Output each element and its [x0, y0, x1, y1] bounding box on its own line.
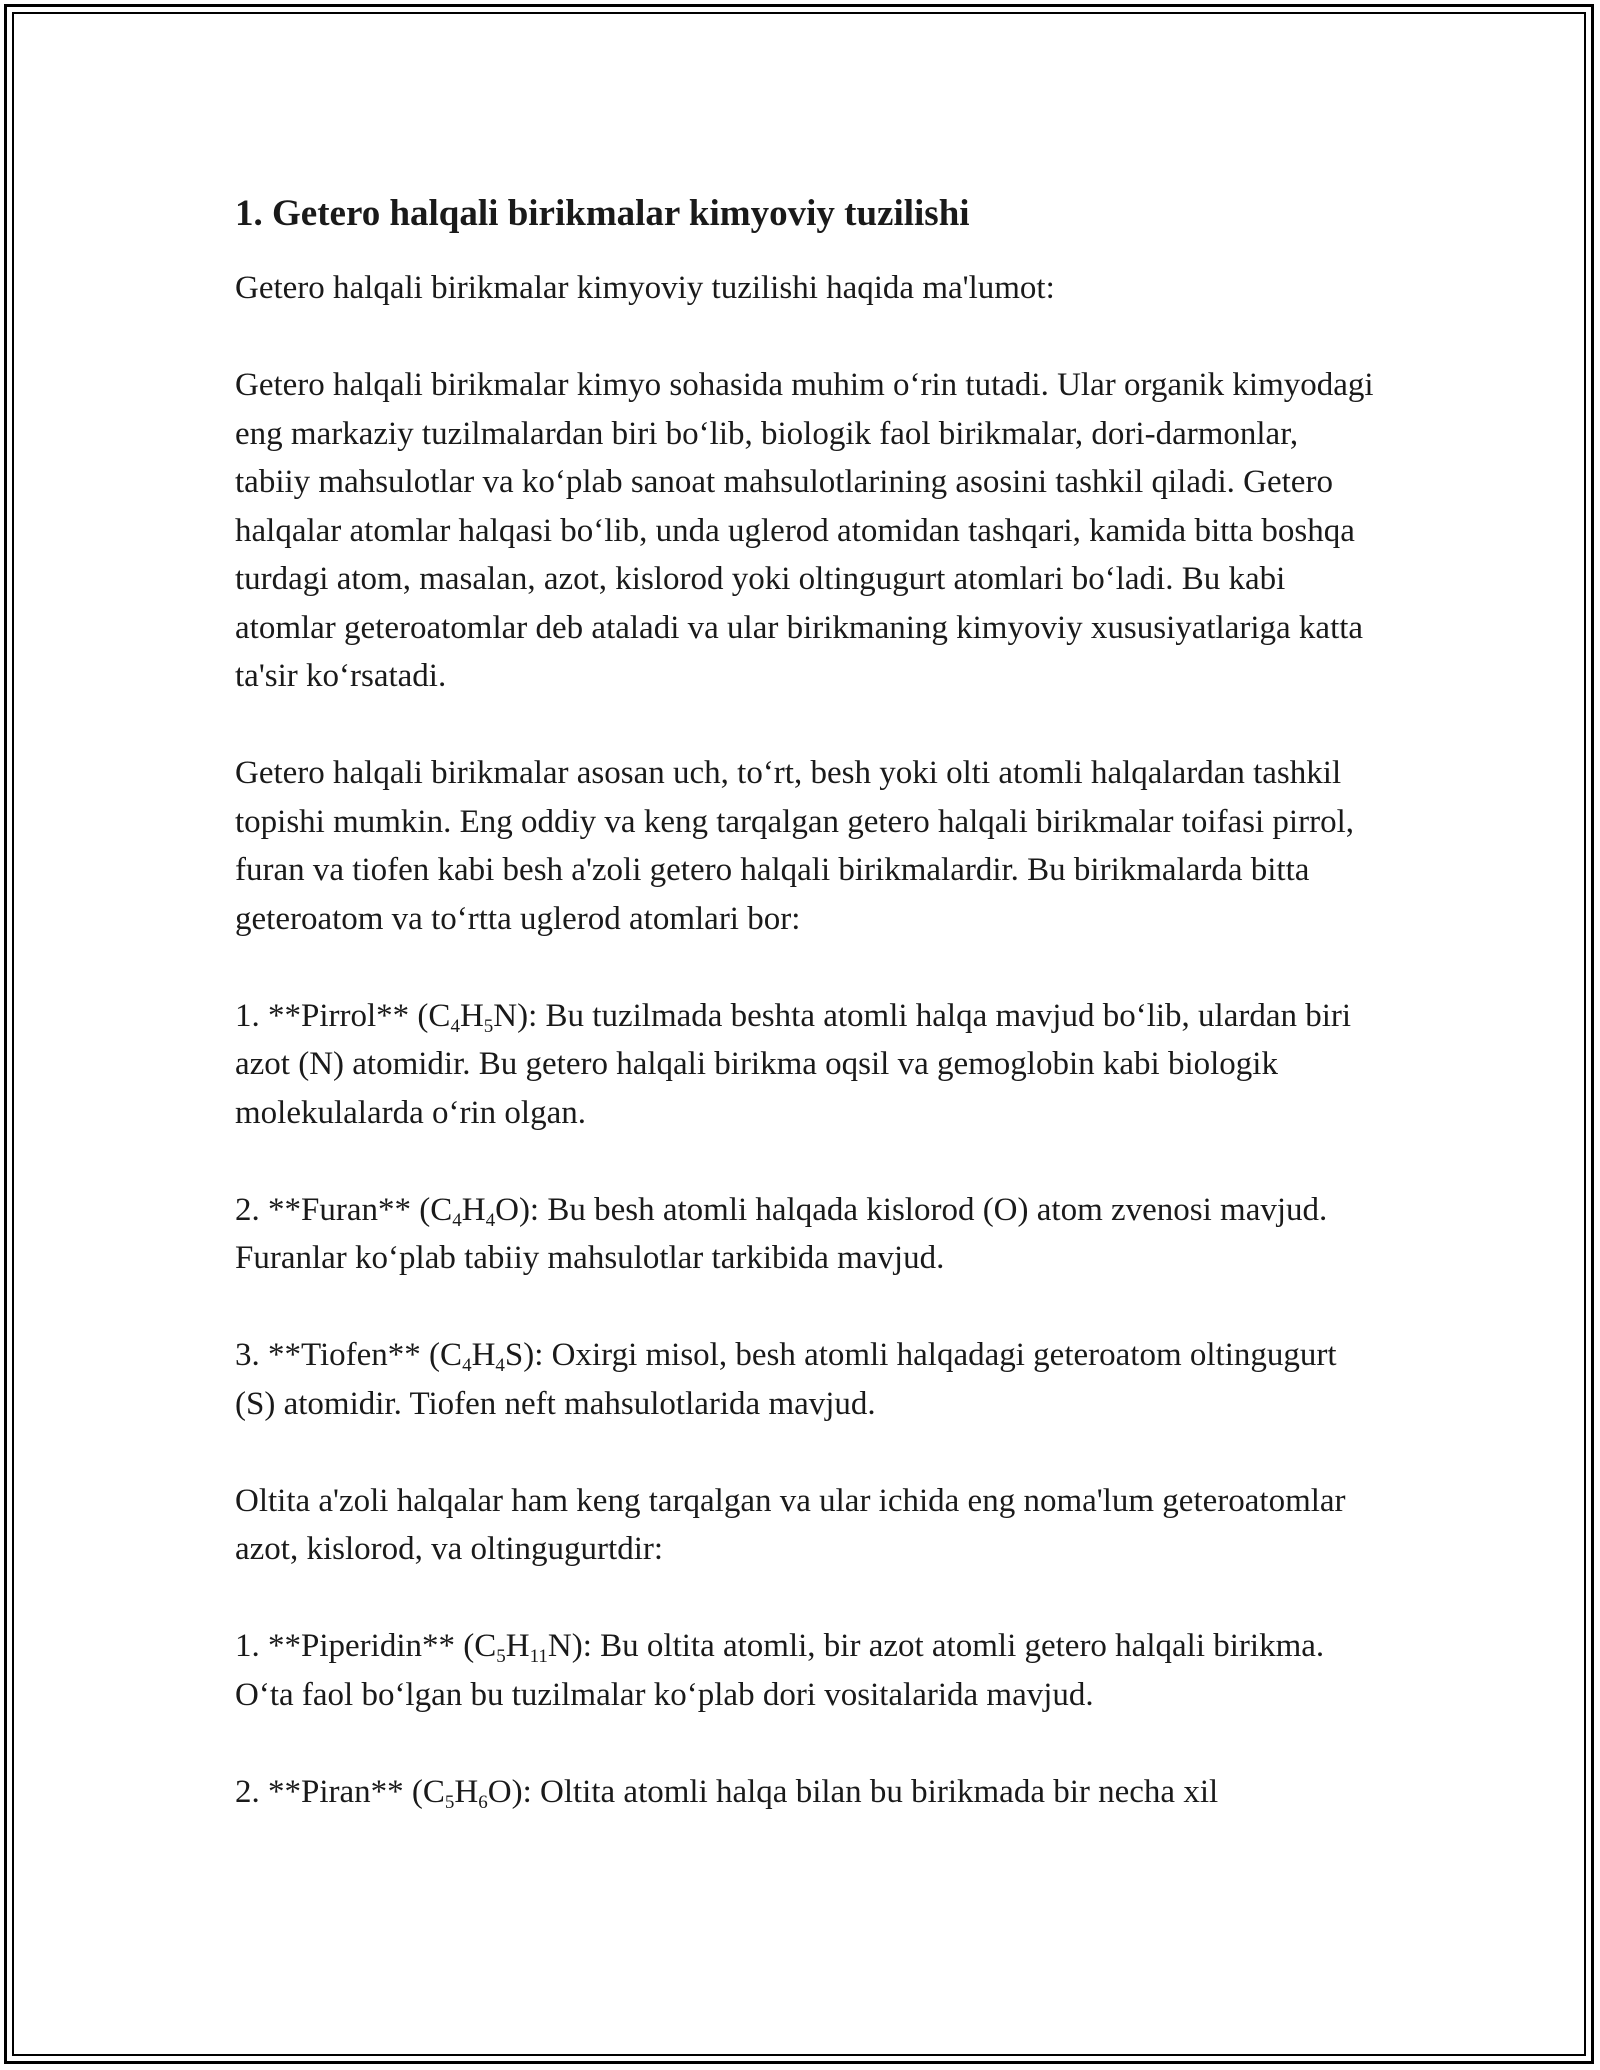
item-prefix: 2. **Furan** ( — [235, 1191, 431, 1228]
item-prefix: 1. **Piperidin** ( — [235, 1628, 475, 1664]
item-description: ): Oltita atomli halqa bilan bu birikmada bir necha xil — [511, 1773, 1219, 1810]
intro-paragraph: Getero halqali birikmalar kimyoviy tuzilishi haqida ma'lumot: — [235, 270, 1055, 306]
paragraph-ring-sizes: Getero halqali birikmalar asosan uch, toʻrt, besh yoki olti atomli halqalardan tashkil topishi mumkin. Eng oddiy va keng tarqalgan getero halqali birikmalar toifasi pirrol, furan va tiofen kabi besh a'zoli getero halqali birikmalardir. Bu birikmalarda bitta geteroatom va toʻrtta uglerod atomlari bor: — [235, 755, 1354, 937]
item-description: ): Bu besh atomli halqada kislorod (O) atom zvenosi mavjud. Furanlar koʻplab tabiiy mahsulotlar tarkibida mavjud. — [235, 1191, 1328, 1276]
five-ring-list — [235, 992, 1375, 1429]
chemical-formula: $C_5H_{11}N$ — [474, 1628, 572, 1667]
item-prefix: 1. **Pirrol** ( — [235, 997, 429, 1034]
item-prefix: 2. **Piran** ( — [235, 1773, 423, 1810]
chemical-formula: $C_4H_4S$ — [440, 1337, 524, 1376]
chemical-formula: $C_4H_5N$ — [428, 997, 518, 1037]
list-item-pirrol — [235, 992, 1375, 1138]
chemical-formula: $C_5H_6O$ — [422, 1773, 512, 1813]
list-item-piran — [235, 1768, 1375, 1817]
item-description: ): Bu oltita atomli, bir azot atomli getero halqali birikma. Oʻta faol boʻlgan bu tuzilmalar koʻplab dori vositalarida mavjud. — [235, 1628, 1325, 1713]
list-item-tiofen — [235, 1331, 1375, 1428]
paragraph-overview: Getero halqali birikmalar kimyo sohasida muhim oʻrin tutadi. Ular organik kimyodagi eng markaziy tuzilmalardan biri boʻlib, biologik faol birikmalar, dori-darmonlar, tabiiy mahsulotlar va koʻplab sanoat mahsulotlarining asosini tashkil qiladi. Getero halqalar atomlar halqasi boʻlib, unda uglerod atomidan tashqari, kamida bitta boshqa turdagi atom, masalan, azot, kislorod yoki oltingugurt atomlari boʻladi. Bu kabi atomlar geteroatomlar deb ataladi va ular birikmaning kimyoviy xususiyatlariga katta ta'sir koʻrsatadi. — [235, 367, 1374, 694]
list-item-furan — [235, 1186, 1375, 1283]
paragraph-six-rings: Oltita a'zoli halqalar ham keng tarqalgan va ular ichida eng noma'lum geteroatomlar azot, kislorod, va oltingugurtdir: — [235, 1482, 1346, 1567]
six-ring-list — [235, 1622, 1375, 1816]
chemical-formula: $C_4H_4O$ — [430, 1191, 519, 1231]
document-body — [235, 190, 1375, 1865]
document-heading: 1. Getero halqali birikmalar kimyoviy tuzilishi — [235, 193, 970, 234]
item-description: ): Bu tuzilmada beshta atomli halqa mavjud boʻlib, ulardan biri azot (N) atomidir. Bu getero halqali birikma oqsil va gemoglobin kabi biologik molekulalarda oʻrin olgan. — [235, 997, 1352, 1131]
item-description: ): Oxirgi misol, besh atomli halqadagi geteroatom oltingugurt (S) atomidir. Tiofen neft mahsulotlarida mavjud. — [235, 1337, 1337, 1422]
item-prefix: 3. **Tiofen** ( — [235, 1337, 441, 1373]
list-item-piperidin — [235, 1622, 1375, 1719]
